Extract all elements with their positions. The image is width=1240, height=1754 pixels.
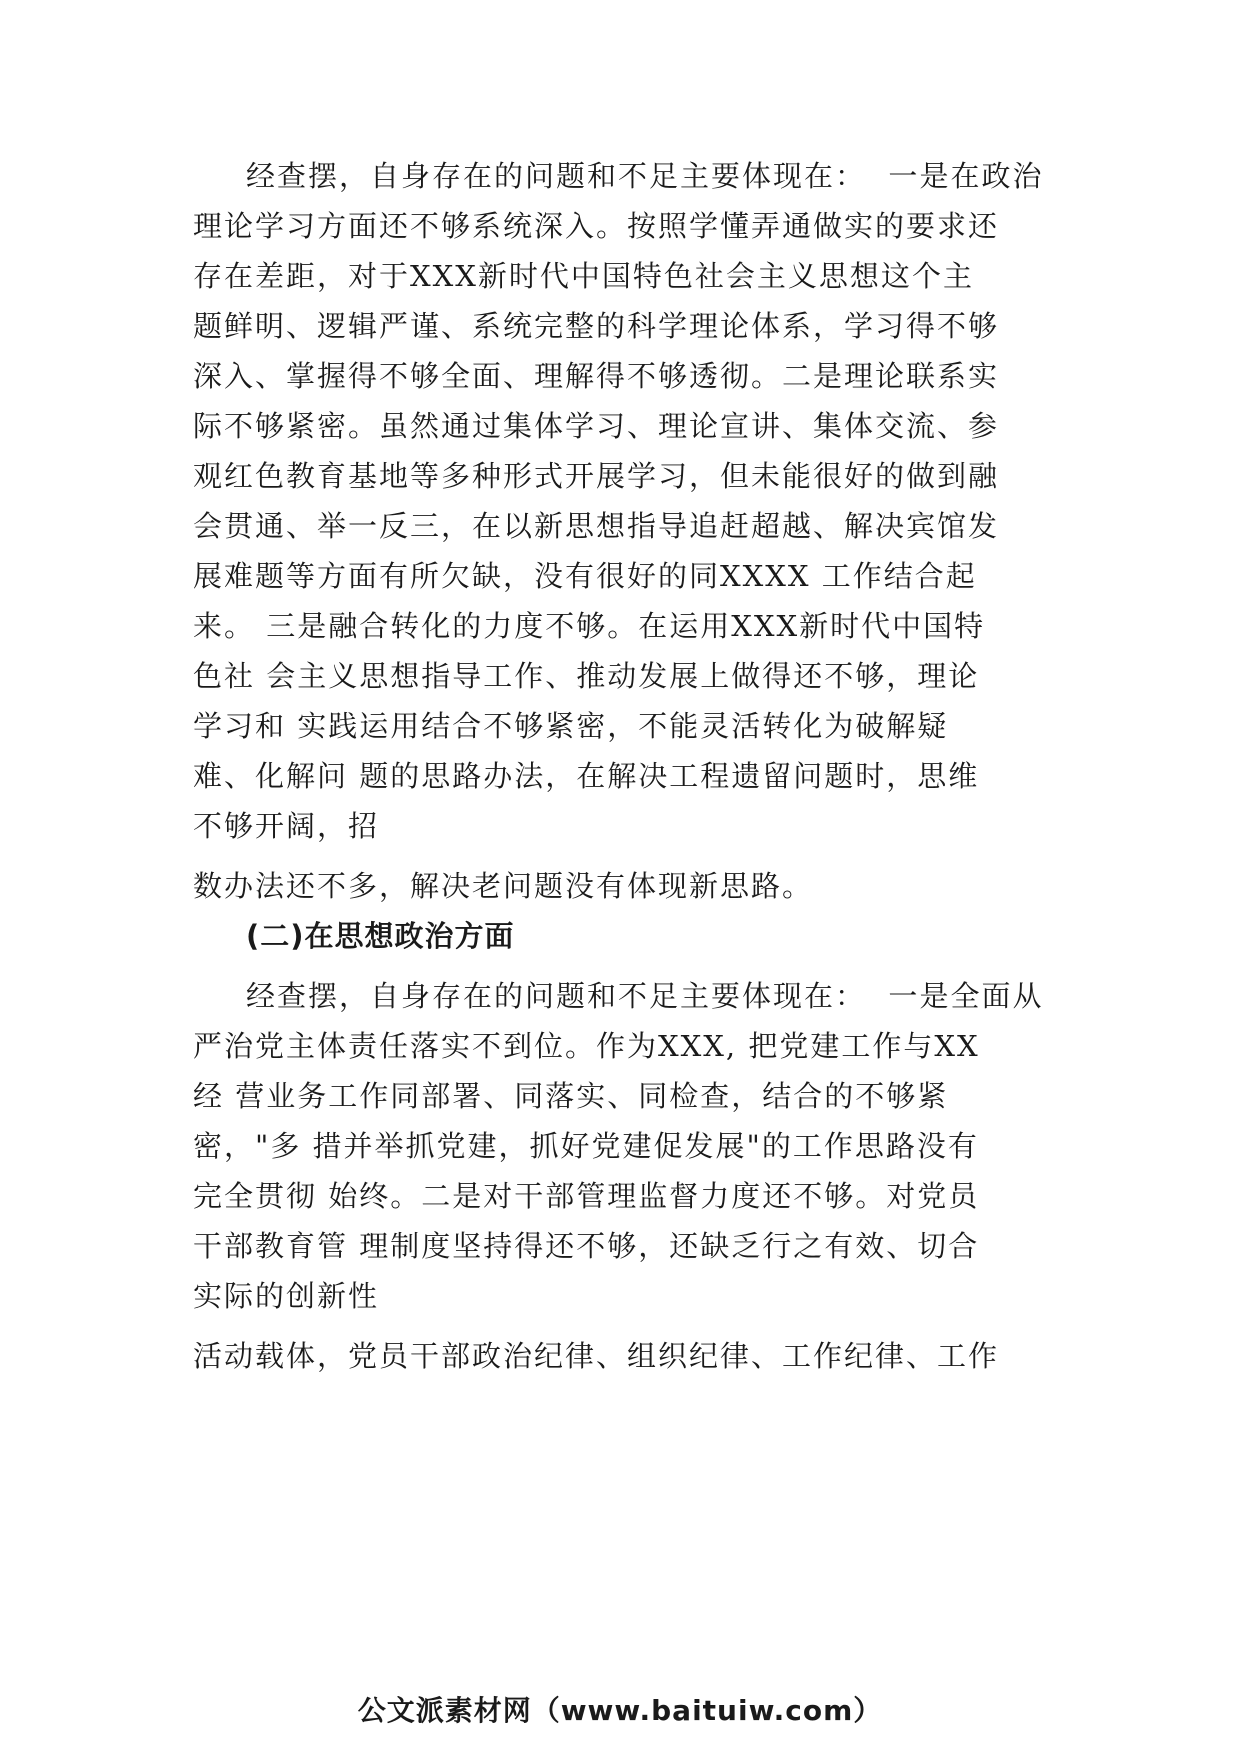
- paragraph-line: 深入、掌握得不够全面、理解得不够透彻。二是理论联系实: [193, 359, 1000, 393]
- paragraph-line: 实际的创新性: [193, 1279, 380, 1313]
- paragraph-line: 经 营业务工作同部署、同落实、同检查，结合的不够紧: [193, 1079, 949, 1113]
- paragraph-line: 数办法还不多，解决老问题没有体现新思路。: [193, 869, 814, 903]
- paragraph-line: 完全贯彻 始终。二是对干部管理监督力度还不够。对党员: [193, 1179, 980, 1213]
- paragraph-line: 学习和 实践运用结合不够紧密，不能灵活转化为破解疑: [193, 709, 949, 743]
- paragraph-line: 严治党主体责任落实不到位。作为XXX, 把党建工作与XX: [193, 1029, 980, 1063]
- paragraph-line: 密，"多 措并举抓党建，抓好党建促发展"的工作思路没有: [193, 1129, 979, 1163]
- paragraph-line: 观红色教育基地等多种形式开展学习，但未能很好的做到融: [193, 459, 1000, 493]
- paragraph-line: 存在差距，对于XXX新时代中国特色社会主义思想这个主: [193, 259, 974, 293]
- paragraph-line: 经查摆，自身存在的问题和不足主要体现在： 一是全面从: [246, 979, 1044, 1013]
- paragraph-line: 经查摆，自身存在的问题和不足主要体现在： 一是在政治: [246, 159, 1044, 193]
- paragraph-line: 来。 三是融合转化的力度不够。在运用XXX新时代中国特: [193, 609, 986, 643]
- section-heading: (二)在思想政治方面: [246, 919, 515, 953]
- paragraph-line: 干部教育管 理制度坚持得还不够，还缺乏行之有效、切合: [193, 1229, 980, 1263]
- footer-source: 公文派素材网（www.baituiw.com）: [357, 1694, 883, 1727]
- paragraph-line: 会贯通、举一反三，在以新思想指导追赶超越、解决宾馆发: [193, 509, 1000, 543]
- paragraph-line: 题鲜明、逻辑严谨、系统完整的科学理论体系，学习得不够: [193, 309, 1000, 343]
- paragraph-line: 色社 会主义思想指导工作、推动发展上做得还不够，理论: [193, 659, 980, 693]
- paragraph-line: 不够开阔，招: [193, 809, 380, 843]
- paragraph-line: 活动载体，党员干部政治纪律、组织纪律、工作纪律、工作: [193, 1339, 1000, 1373]
- paragraph-line: 展难题等方面有所欠缺，没有很好的同XXXX 工作结合起: [193, 559, 977, 593]
- paragraph-line: 际不够紧密。虽然通过集体学习、理论宣讲、集体交流、参: [193, 409, 1000, 443]
- paragraph-line: 理论学习方面还不够系统深入。按照学懂弄通做实的要求还: [193, 209, 1000, 243]
- paragraph-line: 难、化解问 题的思路办法，在解决工程遗留问题时，思维: [193, 759, 980, 793]
